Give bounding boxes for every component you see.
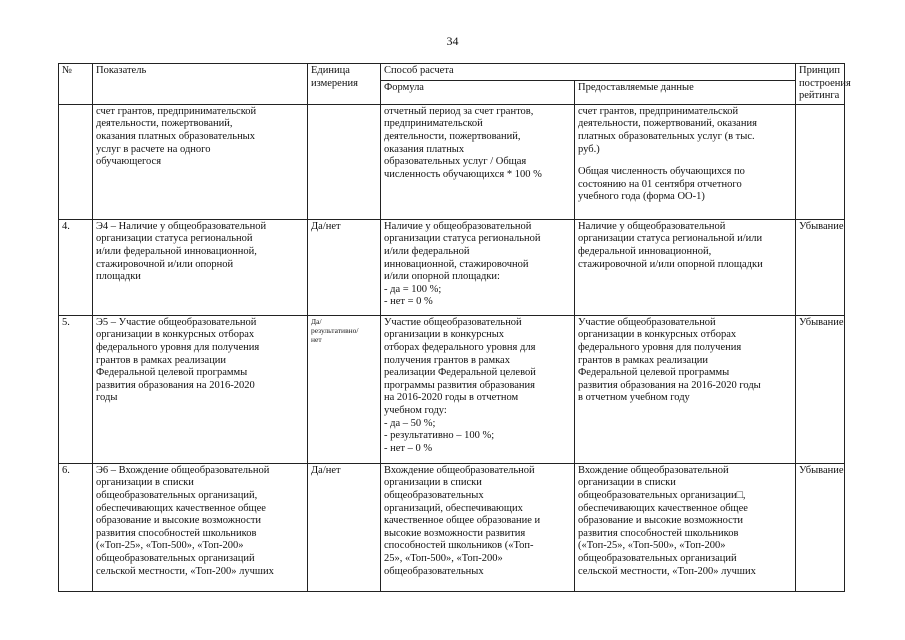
cell-num: 6. <box>59 463 93 591</box>
cell-indicator: Э6 – Вхождение общеобразовательной организации в списки общеобразовательных организаций, обеспечивающих качественное общее образование и высокие возможности развития способностей школьников («Топ-25», «Топ-500», «Топ-200» общеобразовательных организаций сельской местности, «Топ-200» лучших <box>93 463 308 591</box>
cell-data-part-2: Общая численность обучающихся по состоянию на 01 сентября отчетного учебного года (форма ОО-1) <box>578 166 745 203</box>
cell-unit <box>308 104 381 219</box>
cell-unit: Да/нет <box>308 219 381 315</box>
table-header-row-1 <box>59 64 845 81</box>
cell-num <box>59 104 93 219</box>
header-num: № <box>59 64 93 105</box>
header-principle: Принцип построения рейтинга <box>796 64 845 105</box>
cell-unit: Да/ результативно/ нет <box>308 315 381 463</box>
cell-data: Участие общеобразовательной организации в конкурсных отборах федерального уровня для получения грантов в рамках реализации Федеральной целевой программы развития образования на 2016-2020 годы в отчетном учебном году <box>575 315 796 463</box>
cell-data: Вхождение общеобразовательной организации в списки общеобразовательных организации□, обеспечивающих качественное общее образование и высокие возможности развития способностей школьников («Топ-25», «Топ-500», «Топ-200» общеобразовательных организаций сельской местности, «Топ-200» лучших <box>575 463 796 591</box>
cell-data-part-1: счет грантов, предпринимательской деятельности, пожертвований, оказания платных образовательных услуг (в тыс. руб.) <box>578 105 757 155</box>
rating-indicators-table <box>58 63 851 592</box>
cell-indicator: счет грантов, предпринимательской деятельности, пожертвований, оказания платных образовательных услуг в расчете на одного обучающегося <box>93 104 308 219</box>
header-indicator: Показатель <box>93 64 308 105</box>
table-row <box>59 219 845 315</box>
cell-data <box>575 104 796 219</box>
table-row <box>59 315 845 463</box>
cell-formula: Участие общеобразовательной организации в конкурсных отборах федерального уровня для получения грантов в рамках реализации Федеральной целевой программы развития образования на 2016-2020 годы в отчетном учебном году: - да – 50 %; - результативно – 100 %; - нет – 0 % <box>381 315 575 463</box>
header-formula: Формула <box>381 80 575 104</box>
page-number: 34 <box>446 34 459 48</box>
cell-formula: отчетный период за счет грантов, предпринимательской деятельности, пожертвований, оказания платных образовательных услуг / Общая численность обучающихся * 100 % <box>381 104 575 219</box>
cell-data: Наличие у общеобразовательной организации статуса региональной и/или федеральной инновационной, стажировочной и/или опорной площадки <box>575 219 796 315</box>
cell-unit: Да/нет <box>308 463 381 591</box>
header-unit: Единица измерения <box>308 64 381 105</box>
table-row <box>59 463 845 591</box>
cell-num: 4. <box>59 219 93 315</box>
cell-principle: Убывание <box>796 219 845 315</box>
header-method: Способ расчета <box>381 64 796 81</box>
cell-num: 5. <box>59 315 93 463</box>
cell-formula: Наличие у общеобразовательной организации статуса региональной и/или федеральной инновационной, стажировочной и/или опорной площадки: - да = 100 %; - нет = 0 % <box>381 219 575 315</box>
cell-indicator: Э4 – Наличие у общеобразовательной организации статуса региональной и/или федеральной инновационной, стажировочной и/или опорной площадки <box>93 219 308 315</box>
cell-principle: Убывание <box>796 463 845 591</box>
cell-principle <box>796 104 845 219</box>
table-row <box>59 104 845 219</box>
cell-formula: Вхождение общеобразовательной организации в списки общеобразовательных организаций, обеспечивающих качественное общее образование и высокие возможности развития способностей школьников («Топ- 25», «Топ-500», «Топ-200» общеобразовательных <box>381 463 575 591</box>
header-data: Предоставляемые данные <box>575 80 796 104</box>
cell-indicator: Э5 – Участие общеобразовательной организации в конкурсных отборах федерального уровня для получения грантов в рамках реализации Федеральной целевой программы развития образования на 2016-2020 годы <box>93 315 308 463</box>
cell-principle: Убывание <box>796 315 845 463</box>
